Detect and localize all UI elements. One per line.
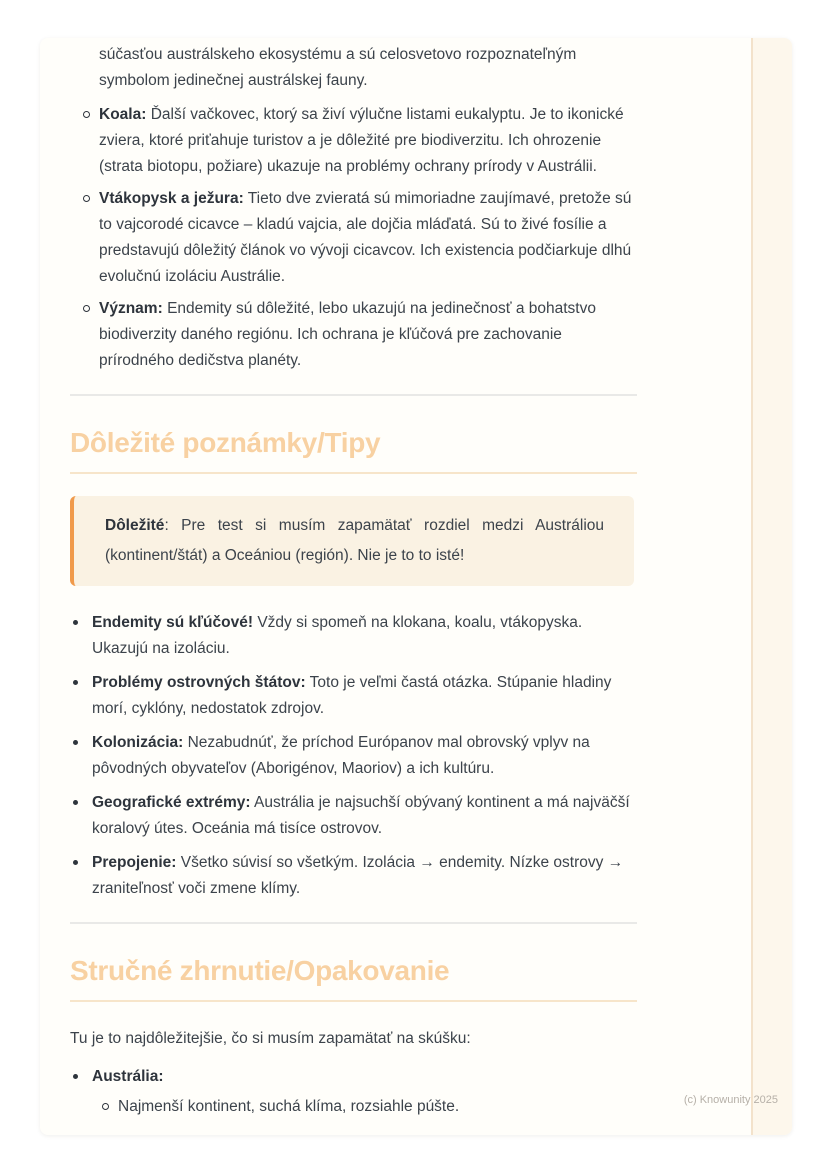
list-item — [92, 1094, 636, 1120]
list-item-text: Endemity sú dôležité, lebo ukazujú na jedinečnosť a bohatstvo biodiverzity daného regiónu. Ich ochrana je kľúčová pre zachovanie prírodného dedičstva planéty. — [99, 300, 596, 369]
heading-underline — [70, 1000, 637, 1002]
list-item-label: Vtákopysk a ježura: — [99, 190, 244, 207]
list-item-label: Význam: — [99, 300, 163, 317]
disc-bullet-icon — [73, 680, 78, 685]
section-heading-summary: Stručné zhrnutie/Opakovanie — [70, 955, 450, 986]
list-item — [70, 610, 636, 662]
disc-bullet-icon — [73, 1074, 78, 1079]
list-item — [70, 730, 636, 782]
circle-bullet-icon — [83, 305, 90, 312]
list-item-label: Austrália: — [92, 1068, 164, 1085]
disc-bullet-icon — [73, 800, 78, 805]
list-item-text: Ďalší vačkovec, ktorý sa živí výlučne listami eukalyptu. Je to ikonické zviera, ktoré priťahuje turistov a je dôležité pre biodiverzitu. Ich ohrozenie (strata biotopu, požiare) ukazuje na problémy ochrany prírody v Austrálii. — [99, 106, 624, 175]
important-callout — [70, 496, 634, 586]
summary-sublist — [92, 1094, 636, 1120]
list-item-text: Všetko súvisí so všetkým. Izolácia → endemity. Nízke ostrovy → zraniteľnosť voči zmene klímy. — [92, 854, 624, 897]
list-item-label: Problémy ostrovných štátov: — [92, 674, 306, 691]
circle-bullet-icon — [102, 1103, 109, 1110]
list-item-text: Tieto dve zvieratá sú mimoriadne zaujímavé, pretože sú to vajcorodé cicavce – kladú vajcia, ale dojčia mláďatá. Sú to živé fosílie a predstavujú dôležitý článok vo vývoji cicavcov. Ich existencia podčiarkuje dlhú evolučnú izoláciu Austrálie. — [99, 190, 632, 285]
callout-text: Dôležité: Pre test si musím zapamätať rozdiel medzi Austráliou (kontinent/štát) a Oceániou (región). Nie je to to isté! — [105, 517, 604, 564]
list-item-label: Endemity sú kľúčové! — [92, 614, 254, 631]
list-item-label: Koala: — [99, 106, 147, 123]
circle-bullet-icon — [83, 111, 90, 118]
list-item — [70, 1064, 636, 1120]
list-item — [70, 102, 636, 180]
list-item-label: Geografické extrémy: — [92, 794, 251, 811]
list-item-label: Prepojenie: — [92, 854, 177, 871]
section-heading-tips: Dôležité poznámky/Tipy — [70, 427, 381, 458]
list-item — [70, 296, 636, 374]
list-item — [70, 186, 636, 290]
heading-underline — [70, 472, 637, 474]
list-item-label: Kolonizácia: — [92, 734, 184, 751]
watermark: (c) Knowunity 2025 — [683, 1094, 778, 1106]
section-divider — [70, 922, 637, 924]
animals-list — [70, 102, 636, 374]
notes-page-card — [40, 38, 792, 1135]
circle-bullet-icon — [83, 195, 90, 202]
list-item-text: Vždy si spomeň na klokana, koalu, vtákopyska. Ukazujú na izoláciu. — [92, 614, 583, 657]
tips-list — [70, 610, 636, 902]
disc-bullet-icon — [73, 740, 78, 745]
list-item-text: Nezabudnúť, že príchod Európanov mal obrovský vplyv na pôvodných obyvateľov (Aborigénov, Maoriov) a ich kultúru. — [92, 734, 590, 777]
disc-bullet-icon — [73, 620, 78, 625]
list-item — [70, 850, 636, 902]
callout-label: Dôležité — [105, 517, 165, 534]
list-item — [70, 790, 636, 842]
list-item — [70, 670, 636, 722]
paragraph-continuation: súčasťou austrálskeho ekosystému a sú celosvetovo rozpoznateľným symbolom jedinečnej austrálskej fauny. — [99, 46, 577, 89]
section-divider — [70, 394, 637, 396]
next-page-edge-strip — [751, 38, 792, 1135]
summary-intro: Tu je to najdôležitejšie, čo si musím zapamätať na skúšku: — [70, 1030, 471, 1047]
document-content — [40, 38, 636, 1120]
summary-list — [70, 1064, 636, 1120]
disc-bullet-icon — [73, 860, 78, 865]
list-item-text: Austrália je najsuchší obývaný kontinent a má najväčší koralový útes. Oceánia má tisíce ostrovov. — [92, 794, 630, 837]
list-item-text: Najmenší kontinent, suchá klíma, rozsiahle púšte. — [118, 1098, 460, 1115]
list-item-text: Toto je veľmi častá otázka. Stúpanie hladiny morí, cyklóny, nedostatok zdrojov. — [92, 674, 612, 717]
